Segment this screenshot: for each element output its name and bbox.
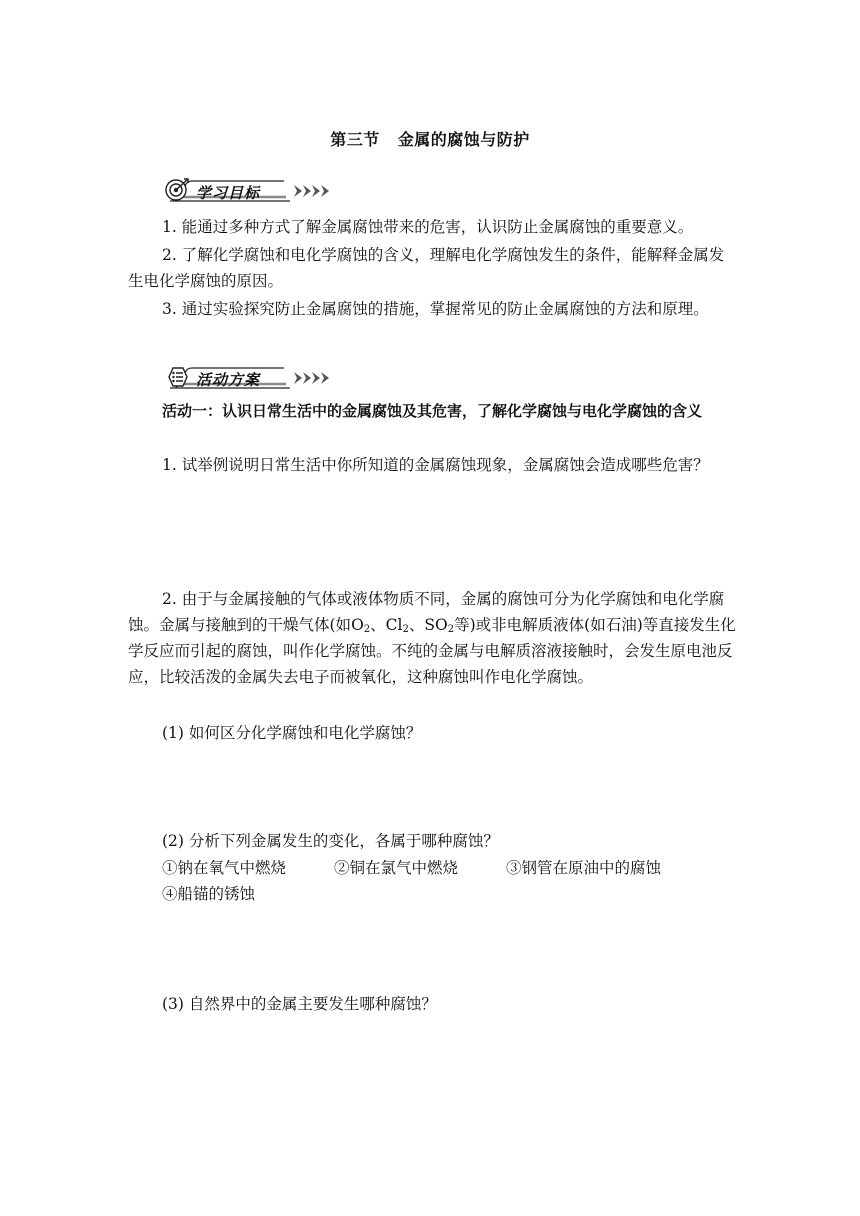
q2-text-a: 2. 由于与金属接触的气体或液体物质不同，金属的腐蚀可分为化学腐蚀和电化学腐蚀。金属与接触到的干燥气体(如 <box>128 590 725 634</box>
learning-goals-banner <box>160 176 332 206</box>
question-2: 2. 由于与金属接触的气体或液体物质不同，金属的腐蚀可分为化学腐蚀和电化学腐蚀。金属与接触到的干燥气体(如$O_2$、$Cl_2$、$SO_2$等)或非电解质液体(如石油)等直接发生化学反应而引起的腐蚀，叫作化学腐蚀。不纯的金属与电解质溶液接触时，会发生原电池反应，比较活泼的金属失去电子而被氧化，这种腐蚀叫作电化学腐蚀。 <box>128 590 736 686</box>
option-1: ①钠在氧气中燃烧 <box>162 859 287 877</box>
section-number: 第三节 <box>330 130 380 149</box>
q2-text-b: 等)或非电解质液体(如石油)等直接发生化学反应而引起的腐蚀，叫作化学腐蚀。不纯的金属与电解质溶液接触时，会发生原电池反应，比较活泼的金属失去电子而被氧化，这种腐蚀叫作电化学腐蚀。 <box>128 616 736 686</box>
activity-plan-banner <box>160 363 332 393</box>
option-2: ②铜在氯气中燃烧 <box>334 859 459 877</box>
goal-1: 1. 能通过多种方式了解金属腐蚀带来的危害，认识防止金属腐蚀的重要意义。 <box>162 218 694 236</box>
formula-so2: $SO_2$ <box>424 616 455 635</box>
sub-question-3: (3) 自然界中的金属主要发生哪种腐蚀？ <box>162 995 437 1013</box>
option-4: ④船锚的锈蚀 <box>162 885 256 903</box>
goal-3: 3. 通过实验探究防止金属腐蚀的措施，掌握常见的防止金属腐蚀的方法和原理。 <box>162 300 709 318</box>
activity-plan-label: 活动方案 <box>196 371 261 389</box>
learning-goals-label: 学习目标 <box>196 184 261 202</box>
option-3: ③钢管在原油中的腐蚀 <box>506 859 662 877</box>
section-name: 金属的腐蚀与防护 <box>397 130 530 149</box>
options-list <box>162 855 738 907</box>
formula-o2: $O_2$ <box>351 616 371 635</box>
list-icon <box>169 368 187 386</box>
formula-cl2: $Cl_2$ <box>385 616 409 635</box>
question-1: 1. 试举例说明日常生活中你所知道的金属腐蚀现象，金属腐蚀会造成哪些危害？ <box>162 456 709 474</box>
activity-1-heading: 活动一：认识日常生活中的金属腐蚀及其危害，了解化学腐蚀与电化学腐蚀的含义 <box>162 402 703 420</box>
sub-question-2: (2) 分析下列金属发生的变化，各属于哪种腐蚀？ <box>162 832 499 850</box>
goal-2: 2. 了解化学腐蚀和电化学腐蚀的含义，理解电化学腐蚀发生的条件，能解释金属发生电化学腐蚀的原因。 <box>128 246 725 290</box>
page-title <box>0 127 860 150</box>
sub-question-1: (1) 如何区分化学腐蚀和电化学腐蚀？ <box>162 724 422 742</box>
